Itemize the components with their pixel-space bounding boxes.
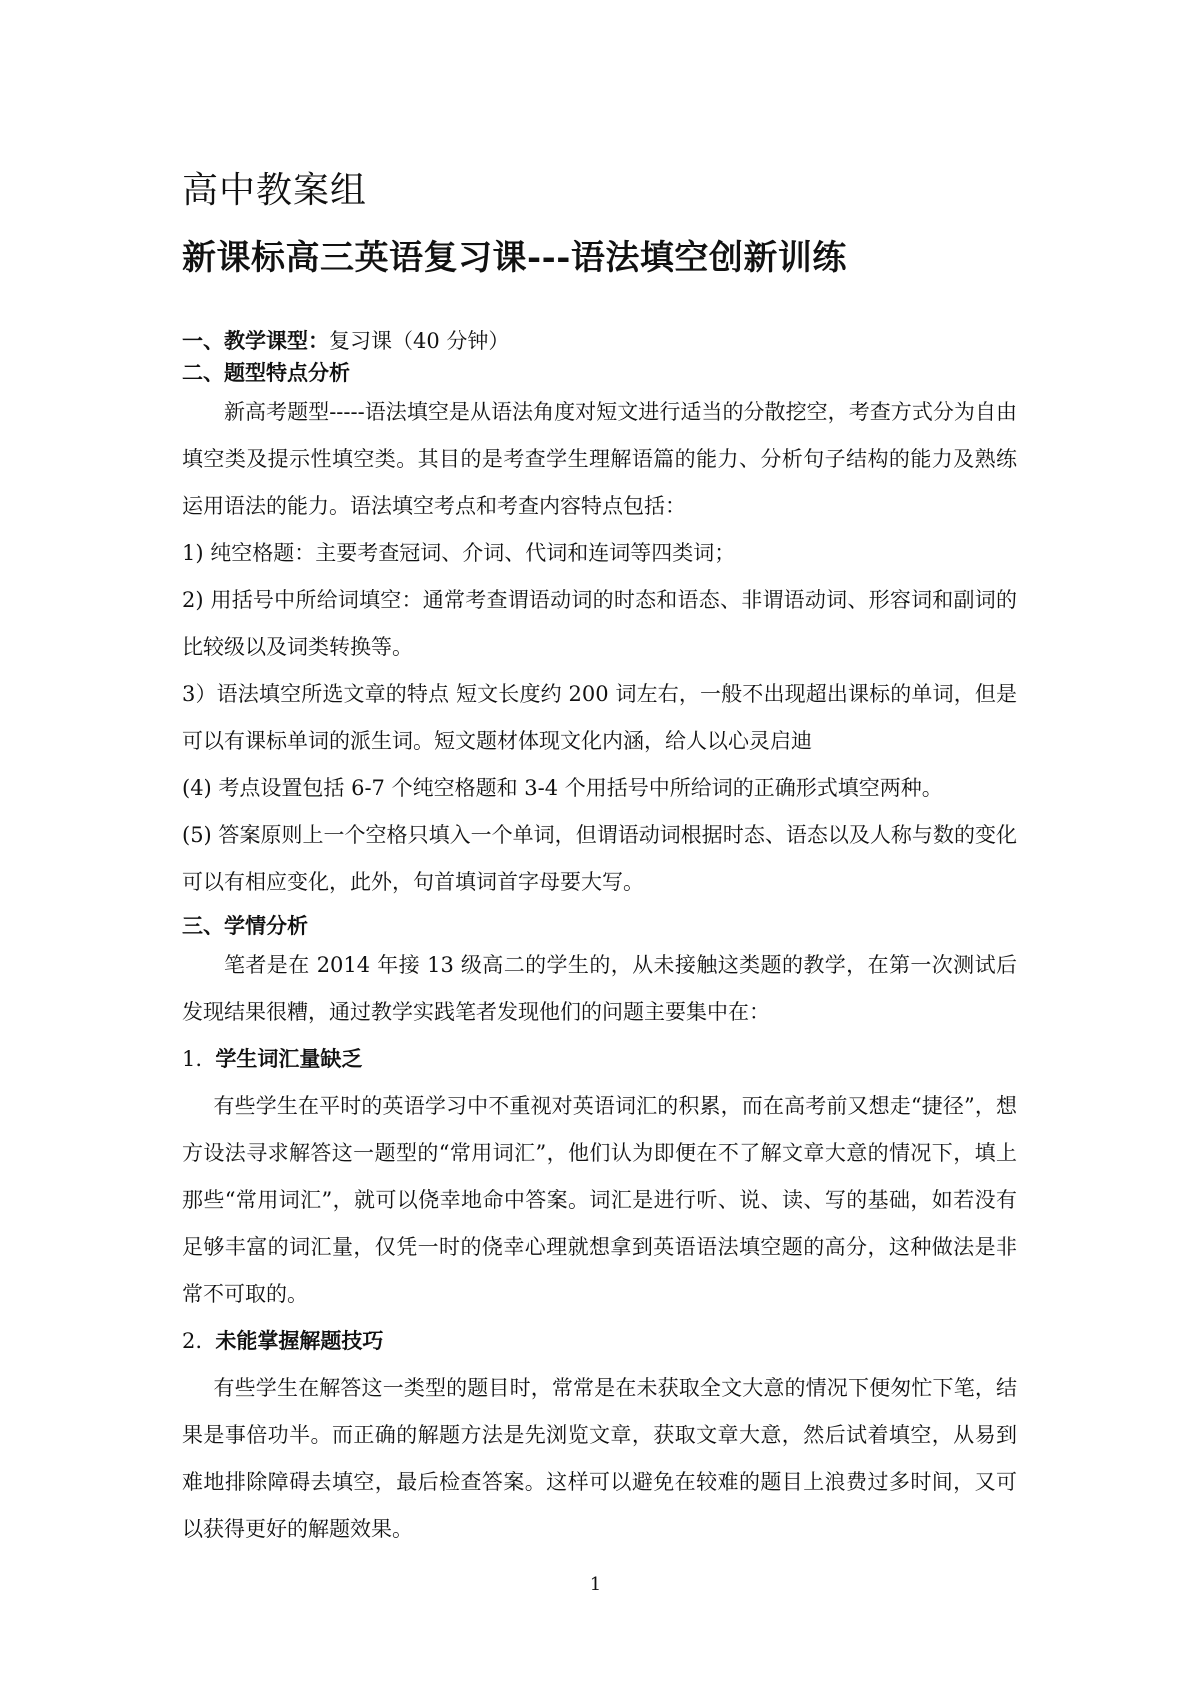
problem-1-heading <box>182 1036 1017 1083</box>
problem-1-number: 1. <box>182 1047 203 1071</box>
section-3-intro: 笔者是在 2014 年接 13 级高二的学生的，从未接触这类题的教学，在第一次测试后发现结果很糟，通过教学实践笔者发现他们的问题主要集中在： <box>182 953 1017 1024</box>
section-2-item-4: (4) 考点设置包括 6-7 个纯空格题和 3-4 个用括号中所给词的正确形式填空两种。 <box>182 776 943 800</box>
section-1-heading <box>182 325 1017 357</box>
section-2-item-5: (5) 答案原则上一个空格只填入一个单词，但谓语动词根据时态、语态以及人称与数的变化可以有相应变化，此外，句首填词首字母要大写。 <box>182 823 1017 894</box>
problem-1-text: 有些学生在平时的英语学习中不重视对英语词汇的积累，而在高考前又想走“捷径”，想方设法寻求解答这一题型的“常用词汇”，他们认为即便在不了解文章大意的情况下，填上那些“常用词汇”，就可以侥幸地命中答案。词汇是进行听、说、读、写的基础，如若没有足够丰富的词汇量，仅凭一时的侥幸心理就想拿到英语语法填空题的高分，这种做法是非常不可取的。 <box>182 1094 1017 1306</box>
problem-2-heading <box>182 1318 1017 1365</box>
problem-1-title: 学生词汇量缺乏 <box>215 1047 363 1071</box>
section-1-value: 复习课（40 分钟） <box>329 329 510 353</box>
section-2-item-1: 1) 纯空格题：主要考查冠词、介词、代词和连词等四类词； <box>182 541 736 565</box>
section-1-label: 一、教学课型： <box>182 329 329 353</box>
page-number: 1 <box>589 1574 602 1595</box>
problem-2-title: 未能掌握解题技巧 <box>215 1329 384 1353</box>
problem-2-text: 有些学生在解答这一类型的题目时，常常是在未获取全文大意的情况下便匆忙下笔，结果是事倍功半。而正确的解题方法是先浏览文章，获取文章大意，然后试着填空，从易到难地排除障碍去填空，最后检查答案。这样可以避免在较难的题目上浪费过多时间，又可以获得更好的解题效果。 <box>182 1376 1017 1541</box>
section-2-heading: 二、题型特点分析 <box>182 361 350 385</box>
section-2-intro: 新高考题型-----语法填空是从语法角度对短文进行适当的分散挖空，考查方式分为自由填空类及提示性填空类。其目的是考查学生理解语篇的能力、分析句子结构的能力及熟练运用语法的能力。语法填空考点和考查内容特点包括： <box>182 400 1017 518</box>
document-body <box>182 325 1017 1553</box>
problem-2-number: 2. <box>182 1329 203 1353</box>
section-2-item-2: 2) 用括号中所给词填空：通常考查谓语动词的时态和语态、非谓语动词、形容词和副词的比较级以及词类转换等。 <box>182 588 1017 659</box>
section-3-heading: 三、学情分析 <box>182 914 308 938</box>
document-title: 新课标高三英语复习课---语法填空创新训练 <box>182 238 847 278</box>
section-2-item-3: 3）语法填空所选文章的特点 短文长度约 200 词左右，一般不出现超出课标的单词，但是可以有课标单词的派生词。短文题材体现文化内涵，给人以心灵启迪 <box>182 682 1017 753</box>
organization-title: 高中教案组 <box>182 170 368 211</box>
